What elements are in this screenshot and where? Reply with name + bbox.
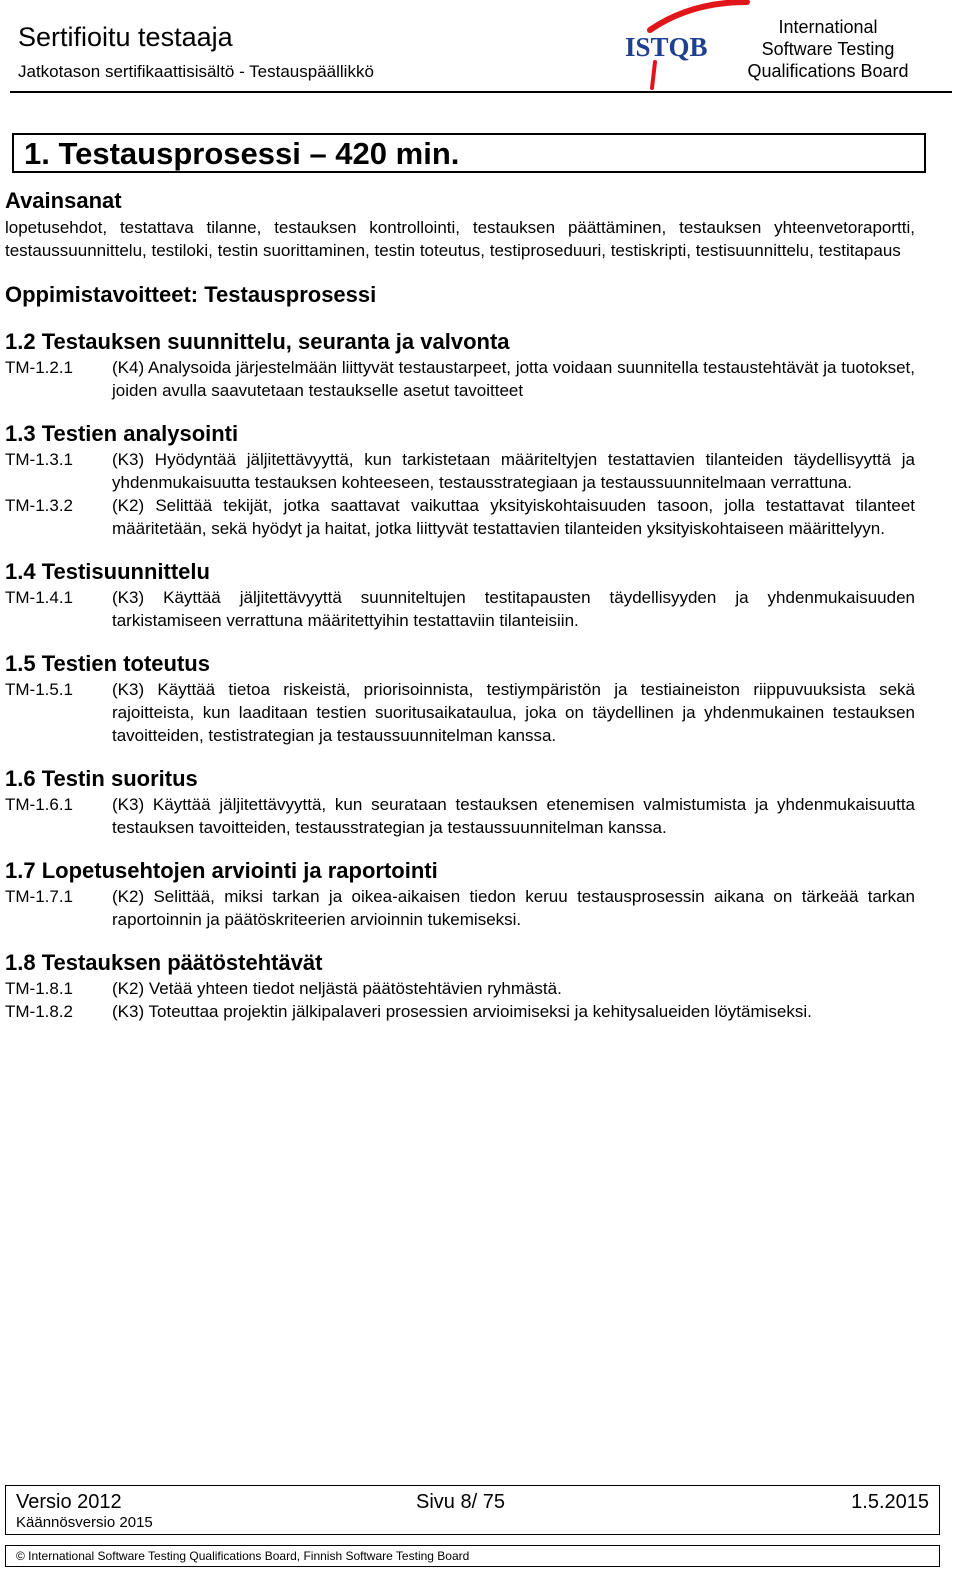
objectives-heading: Oppimistavoitteet: Testausprosessi [5, 282, 377, 307]
section-heading: 1.6 Testin suoritus [5, 766, 198, 791]
objective-code: TM-1.3.2 [5, 496, 74, 515]
objective-text: (K2) Selittää tekijät, jotka saattavat vaikuttaa yksityiskohtaisuuden tasoon, jolla testattavat tilanteet määritetään, sekä hyödyt ja haitat, jotka liittyvät testattavien tilanteiden yksityiskohtaiseen määrittelyyn. [112, 496, 915, 538]
page-content [5, 186, 915, 1023]
page-footer [5, 1485, 940, 1535]
objective-text: (K3) Käyttää jäljitettävyyttä, kun seurataan testauksen etenemisen valmistumista ja yhdenmukaisuutta testauksen tavoitteiden, testausstrategian ja testaussuunnitelman kanssa. [112, 795, 915, 837]
objective-text: (K4) Analysoida järjestelmään liittyvät testaustarpeet, jotta voidaan suunnitella testaustehtävät ja tuotokset, joiden avulla saavutetaan testaukselle asetut tavoitteet [112, 358, 915, 400]
objective-code: TM-1.8.1 [5, 979, 74, 998]
objectives-sections [5, 328, 915, 1023]
objective-text: (K3) Toteuttaa projektin jälkipalaveri prosessien arvioimiseksi ja kehitysalueiden löytämiseksi. [112, 1002, 812, 1021]
objective-code: TM-1.5.1 [5, 680, 74, 699]
footer-page-number: Sivu 8/ 75 [416, 1491, 505, 1513]
logo-line-2: Software Testing [761, 39, 895, 59]
section-heading: 1.7 Lopetusehtojen arviointi ja raportointi [5, 858, 438, 883]
header-title: Sertifioitu testaaja [18, 22, 233, 52]
section-heading: 1.5 Testien toteutus [5, 651, 210, 676]
logo-wordmark: ISTQB [625, 32, 708, 62]
learning-objective [5, 678, 915, 747]
objective-code: TM-1.3.1 [5, 450, 74, 469]
learning-objective [5, 977, 915, 1000]
chapter-heading-box [12, 133, 926, 173]
section-heading: 1.8 Testauksen päätöstehtävät [5, 950, 323, 975]
objective-text: (K2) Vetää yhteen tiedot neljästä päätöstehtävien ryhmästä. [112, 979, 562, 998]
learning-objective [5, 793, 915, 839]
footer-date: 1.5.2015 [851, 1491, 929, 1513]
copyright-bar [5, 1545, 940, 1567]
objective-code: TM-1.7.1 [5, 887, 74, 906]
logo-line-1: International [778, 17, 878, 37]
objective-code: TM-1.2.1 [5, 358, 74, 377]
keywords-heading: Avainsanat [5, 188, 122, 213]
objective-code: TM-1.8.2 [5, 1002, 74, 1021]
learning-objective [5, 586, 915, 632]
footer-translation-version: Käännösversio 2015 [16, 1514, 153, 1531]
learning-objective [5, 356, 915, 402]
logo-line-3: Qualifications Board [747, 61, 909, 81]
objective-text: (K3) Hyödyntää jäljitettävyyttä, kun tarkistetaan määriteltyjen testattavien tilanteiden täydellisyyttä ja yhdenmukaisuutta testauksen kohteeseen, testausstrategiaan ja testaussuunnitelmaan verrattuna. [112, 450, 915, 492]
learning-objective [5, 448, 915, 494]
header-divider [10, 91, 952, 93]
objective-code: TM-1.4.1 [5, 588, 74, 607]
section-heading: 1.4 Testisuunnittelu [5, 559, 210, 584]
objective-text: (K3) Käyttää tietoa riskeistä, priorisoinnista, testiympäristön ja testiaineiston riippuvuuksista sekä rajoitteista, kun laaditaan testien suoritusaikataulua, joka on täydellinen ja yhdenmukainen testauksen tavoitteiden, testistrategian ja testaussuunnitelman kanssa. [112, 680, 915, 745]
footer-version: Versio 2012 [16, 1491, 122, 1513]
chapter-title: 1. Testausprosessi – 420 min. [24, 136, 460, 171]
section-heading: 1.2 Testauksen suunnittelu, seuranta ja valvonta [5, 329, 510, 354]
section-heading: 1.3 Testien analysointi [5, 421, 239, 446]
objective-text: (K3) Käyttää jäljitettävyyttä suunniteltujen testitapausten täydellisyyden ja yhdenmukaisuuden tarkistamiseen verrattuna määritettyihin testattaviin tilanteisiin. [112, 588, 915, 630]
page-header [0, 0, 960, 95]
logo-text [738, 16, 918, 82]
learning-objective [5, 885, 915, 931]
istqb-logo-icon [622, 0, 752, 90]
learning-objective [5, 494, 915, 540]
learning-objective [5, 1000, 915, 1023]
copyright-text: © International Software Testing Qualifications Board, Finnish Software Testing Board [16, 1549, 470, 1563]
keywords-text: lopetusehdot, testattava tilanne, testauksen kontrollointi, testauksen päättäminen, testauksen yhteenvetoraportti, testaussuunnittelu, testiloki, testin suorittaminen, testin toteutus, testiproseduuri, testiskripti, testisuunnittelu, testitapaus [5, 218, 915, 260]
objective-code: TM-1.6.1 [5, 795, 74, 814]
objective-text: (K2) Selittää, miksi tarkan ja oikea-aikaisen tiedon keruu testausprosessin aikana on tärkeää tarkan raportoinnin ja päätöskriteerien arvioinnin tukemiseksi. [112, 887, 915, 929]
header-subtitle: Jatkotason sertifikaattisisältö - Testauspäällikkö [18, 62, 374, 81]
